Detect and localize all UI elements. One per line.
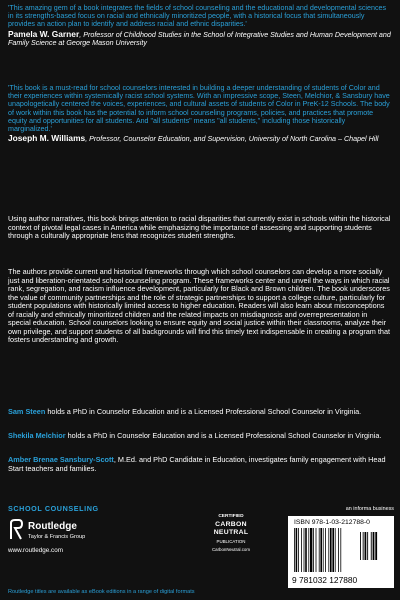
- endorsement-attribution: [8, 30, 391, 47]
- carbon-line-2: NEUTRAL: [213, 529, 249, 536]
- informa-tagline: an informa business: [345, 506, 394, 512]
- publisher-name: Routledge: [28, 521, 77, 532]
- author-bio-1: [8, 408, 391, 417]
- isbn-text: ISBN 978-1-03-212788-0: [294, 519, 370, 526]
- author-bio-text: , M.Ed. and PhD Candidate in Education, investigates family engagement with Head Start teachers and families.: [8, 455, 386, 473]
- carbon-line-1: CARBON: [215, 521, 247, 528]
- author-name: Amber Brenae Sansbury-Scott: [8, 455, 114, 464]
- author-bio-text: holds a PhD in Counselor Education and is a Licensed Professional School Counselor in Virginia.: [65, 431, 382, 440]
- description-paragraph-1: Using author narratives, this book brings attention to racial disparities that currently exist in schools within the historical context of pivotal legal cases in America while emphasizing the importance of assessing and supporting students through a culturally appropriate lens that recognizes student strengths.: [8, 214, 391, 241]
- carbon-neutral-badge: [206, 514, 256, 572]
- endorsement-attribution: [8, 134, 391, 143]
- endorser-role: , Professor of Childhood Studies in the School of Integrative Studies and Human Development and Family Science at George Mason University: [8, 30, 391, 47]
- publisher-group: Taylor & Francis Group: [28, 534, 86, 540]
- author-bio-2: [8, 432, 391, 441]
- endorsement-quote: 'This book is a must-read for school counselors interested in building a deeper understanding of students of Color and their experiences within systemically racist school systems. With an impressive scope, Steen, Melchior, & Sansbury have unapologetically centered the voices, experiences, and cultural assets of students of Color in PreK-12 Schools. The body of work within this book has the potential to inform school counseling programs, policies, and practices that promote equity and opportunities for all students. And "all students" means "all students," including those historically marginalized.': [8, 84, 390, 134]
- carbon-url: CarbonNeutral.com: [211, 547, 251, 552]
- carbon-certified-label: CERTIFIED: [218, 514, 244, 519]
- endorser-name: Joseph M. Williams: [8, 133, 86, 144]
- endorsement-1: [8, 4, 391, 47]
- author-bio-text: holds a PhD in Counselor Education and is a Licensed Professional School Counselor in Virginia.: [45, 407, 362, 416]
- author-name: Shekila Melchior: [8, 431, 66, 440]
- barcode-addon-bars: [360, 528, 390, 560]
- publisher-url[interactable]: www.routledge.com: [8, 547, 63, 554]
- ebook-note: Routledge titles are available as eBook editions in a range of digital formats: [8, 589, 195, 595]
- endorser-name: Pamela W. Garner: [8, 28, 80, 39]
- carbon-publication-label: PUBLICATION: [216, 539, 246, 544]
- author-bio-3: [8, 456, 391, 473]
- publisher-logo[interactable]: [8, 519, 128, 559]
- barcode-digits: 9 781032 127880: [292, 575, 358, 585]
- endorser-role: , Professor, Counselor Education, and Supervision, University of North Carolina – Chapel Hill: [85, 135, 379, 144]
- description-paragraph-2: The authors provide current and historical frameworks through which school counselors can develop a more socially just and liberation-orientated school counseling program. These frameworks center and unveil the ways in which racial rank, segregation, and racism influence development, particularly for Black and Brown children. The book underscores the value of community partnerships and the role of strategic partnerships to support a college culture, particularly for student populations with historically limited access to higher education. Readers will also learn about misconceptions of racially and ethnically minoritized children and the related impacts on misdiagnosis and overrepresentation in special education. School counselors looking to ensure equity and social justice within their classrooms, analyze their own privilege, and support students of all backgrounds will find this timely text indispensable in creating a program that fosters understanding and growth.: [8, 267, 391, 345]
- routledge-icon: [8, 519, 24, 541]
- barcode-bars: [294, 528, 358, 572]
- isbn-barcode: [288, 516, 394, 588]
- author-name: Sam Steen: [8, 407, 46, 416]
- endorsement-2: [8, 84, 391, 143]
- endorsement-quote: 'This amazing gem of a book integrates the fields of school counseling and the educational and developmental sciences in its strengths-based focus on racial and ethnically minoritized people, with a historical focus that simultaneously provides an action plan to identify and address racial and ethnic disparities.': [8, 4, 387, 29]
- subject-category: SCHOOL COUNSELING: [8, 504, 99, 513]
